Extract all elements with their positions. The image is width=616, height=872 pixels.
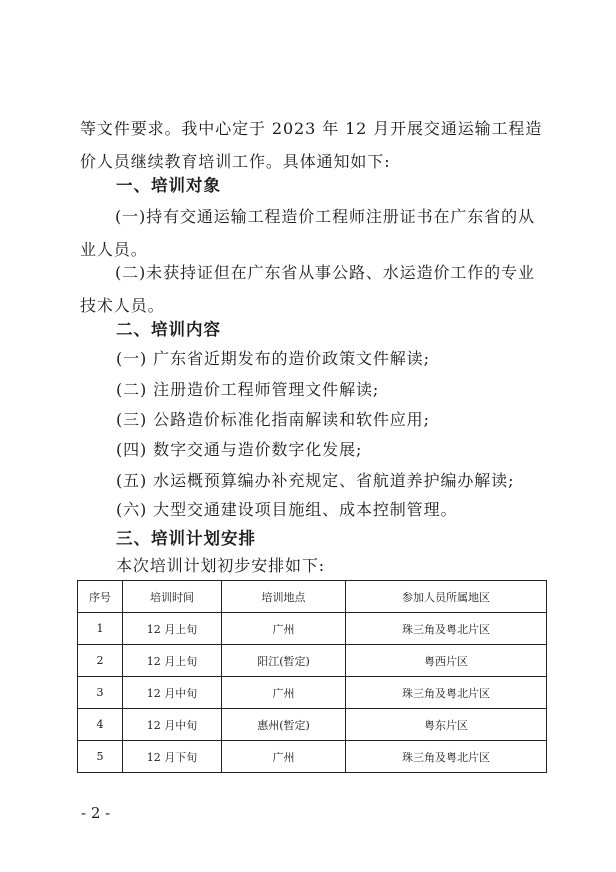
- content-item-6: (六) 大型交通建设项目施组、成本控制管理。: [116, 500, 458, 519]
- table-cell: 12 月上旬: [123, 613, 222, 645]
- table-cell: 广州: [222, 741, 346, 773]
- table-cell: 阳江(暂定): [222, 645, 346, 677]
- target-item-1: (一)持有交通运输工程造价工程师注册证书在广东省的从业人员。: [80, 207, 535, 259]
- content-item-4: (四) 数字交通与造价数字化发展;: [116, 440, 363, 459]
- target-item-2: (二)未获持证但在广东省从事公路、水运造价工作的专业技术人员。: [80, 263, 535, 315]
- intro-paragraph: 等文件要求。我中心定于 2023 年 12 月开展交通运输工程造价人员继续教育培训工作。具体通知如下:: [80, 119, 543, 171]
- table-cell: 粤东片区: [346, 709, 547, 741]
- table-row: [78, 645, 547, 677]
- content-item-1: (一) 广东省近期发布的造价政策文件解读;: [116, 349, 430, 368]
- content-item-2: (二) 注册造价工程师管理文件解读;: [116, 380, 380, 399]
- table-cell: 3: [78, 677, 123, 709]
- section-heading-training-plan: 三、培训计划安排: [116, 529, 256, 548]
- table-row: [78, 741, 547, 773]
- table-cell: 珠三角及粤北片区: [346, 677, 547, 709]
- section-heading-training-content: 二、培训内容: [116, 320, 221, 339]
- page-number: - 2 -: [81, 804, 111, 822]
- table-cell: 2: [78, 645, 123, 677]
- table-cell: 12 月中旬: [123, 709, 222, 741]
- table-cell: 广州: [222, 613, 346, 645]
- table-header-cell: 培训时间: [123, 581, 222, 613]
- training-plan-table: [77, 580, 547, 773]
- table-cell: 惠州(暂定): [222, 709, 346, 741]
- table-cell: 4: [78, 709, 123, 741]
- content-item-3: (三) 公路造价标准化指南解读和软件应用;: [116, 410, 430, 429]
- table-cell: 1: [78, 613, 123, 645]
- table-header-cell: 参加人员所属地区: [346, 581, 547, 613]
- table-cell: 珠三角及粤北片区: [346, 741, 547, 773]
- table-cell: 广州: [222, 677, 346, 709]
- table-header-row: [78, 581, 547, 613]
- content-item-5: (五) 水运概预算编办补充规定、省航道养护编办解读;: [116, 471, 515, 490]
- table-header-cell: 培训地点: [222, 581, 346, 613]
- table-row: [78, 709, 547, 741]
- table-cell: 5: [78, 741, 123, 773]
- table-cell: 12 月中旬: [123, 677, 222, 709]
- table-cell: 粤西片区: [346, 645, 547, 677]
- table-cell: 12 月下旬: [123, 741, 222, 773]
- table-row: [78, 677, 547, 709]
- plan-intro: 本次培训计划初步安排如下:: [116, 556, 326, 575]
- table-row: [78, 613, 547, 645]
- section-heading-training-target: 一、培训对象: [116, 176, 221, 195]
- table-cell: 12 月上旬: [123, 645, 222, 677]
- table-cell: 珠三角及粤北片区: [346, 613, 547, 645]
- table-header-cell: 序号: [78, 581, 123, 613]
